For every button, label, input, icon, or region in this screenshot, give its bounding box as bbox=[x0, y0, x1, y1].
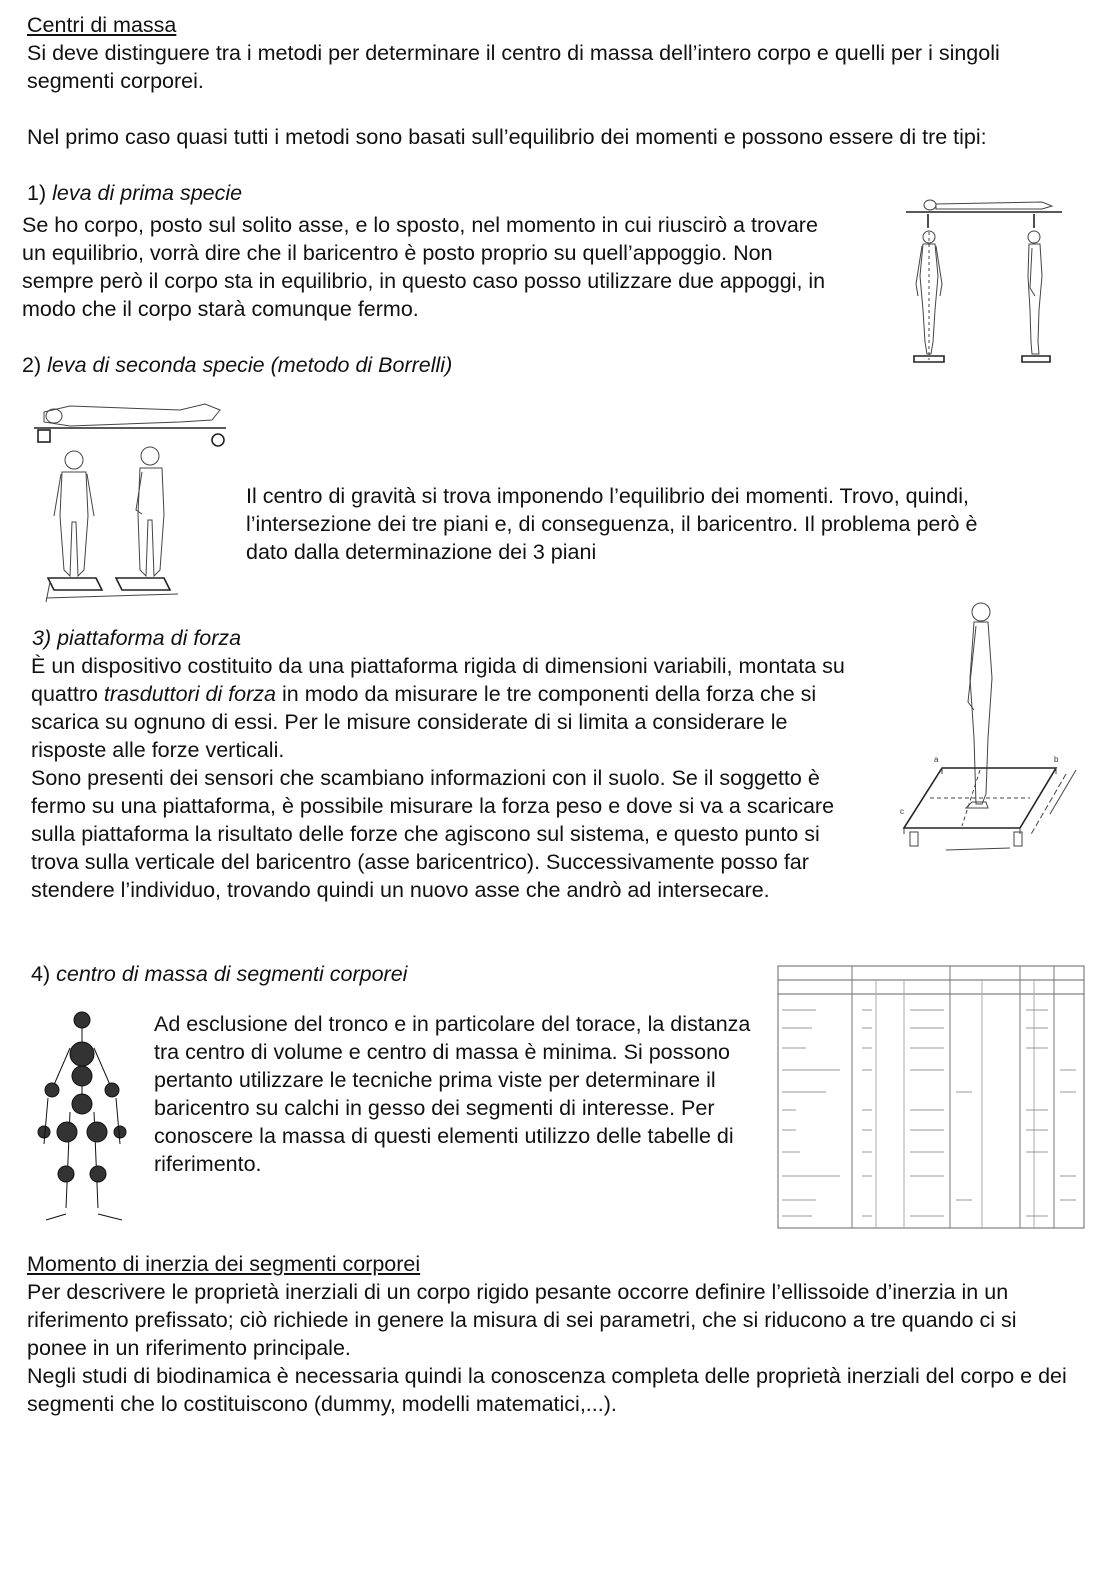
method-4-number: 4) bbox=[31, 962, 51, 986]
section-heading: Centri di massa bbox=[27, 13, 177, 37]
method-3-emphasis: trasduttori di forza bbox=[103, 682, 276, 706]
method-4-text: Ad esclusione del tronco e in particolare del torace, la distanza tra centro di volume e centro di massa è minima. Si possono pertanto utilizzare le tecniche prima viste per determinare il baricentro su calchi in gesso dei segmenti di interesse. Per conoscere la massa di questi elementi utilizzo delle tabelle di riferimento. bbox=[154, 1012, 751, 1176]
method-1-text: Se ho corpo, posto sul solito asse, e lo sposto, nel momento in cui riuscirò a trovare un equilibrio, vorrà dire che il baricentro è posto proprio su quell’appoggio. Non sempre però il corpo sta in equilibrio, in questo caso posso utilizzare due appoggi, in modo che il corpo starà comunque fermo. bbox=[22, 213, 826, 321]
first-class-lever-figure bbox=[892, 192, 1072, 372]
method-1-number: 1) bbox=[27, 181, 47, 205]
method-3-text bbox=[31, 652, 863, 764]
method-1-heading bbox=[27, 179, 242, 207]
inertia-paragraph-1: Per descrivere le proprietà inerziali di un corpo rigido pesante occorre definire l’ellissoide d’inerzia in un riferimento prefissato; ciò richiede in genere la misura di sei parametri, che si riducono a tre quando ci si ponee in un riferimento principale. bbox=[27, 1280, 1017, 1360]
method-1-title: leva di prima specie bbox=[52, 181, 243, 205]
method-3-text-part-b: in modo da misurare le tre componenti della forza che si scarica su ognuno di essi. Per le misure considerate di si limita a considerare le risposte alle forze verticali. bbox=[31, 682, 817, 762]
inertia-heading: Momento di inerzia dei segmenti corporei bbox=[27, 1252, 421, 1276]
method-2-heading bbox=[22, 351, 452, 379]
method-4-title: centro di massa di segmenti corporei bbox=[56, 962, 408, 986]
method-3-text-continued: Sono presenti dei sensori che scambiano informazioni con il suolo. Se il soggetto è fermo su una piattaforma, è possibile misurare la forza peso e dove si va a scaricare sulla piattaforma la risultato delle forze che agiscono sul sistema, e questo punto si trova sulla verticale del baricentro (asse baricentrico). Successivamente posso far stendere l’individuo, trovando quindi un nuovo asse che andrò ad intersecare. bbox=[31, 766, 835, 902]
borelli-method-figure bbox=[30, 398, 230, 608]
method-3-text-part-a: È un dispositivo costituito da una piattaforma rigida di dimensioni variabili, montata su quattro bbox=[31, 654, 845, 706]
method-2-number: 2) bbox=[22, 353, 42, 377]
intro-paragraph: Si deve distinguere tra i metodi per determinare il centro di massa dell’intero corpo e quelli per i singoli segmenti corporei. bbox=[27, 41, 1000, 93]
inertia-paragraph-2: Negli studi di biodinamica è necessaria quindi la conoscenza completa delle proprietà inerziali del corpo e dei segmenti che lo costituiscono (dummy, modelli matematici,...). bbox=[27, 1364, 1067, 1416]
method-2-title: leva di seconda specie (metodo di Borrelli) bbox=[47, 353, 453, 377]
method-4-heading bbox=[31, 960, 407, 988]
methods-intro: Nel primo caso quasi tutti i metodi sono basati sull’equilibrio dei momenti e possono essere di tre tipi: bbox=[27, 125, 987, 149]
svg-text:b: b bbox=[1054, 755, 1059, 764]
force-platform-figure bbox=[890, 598, 1090, 858]
reference-table-figure bbox=[776, 964, 1088, 1234]
method-2-text: Il centro di gravità si trova imponendo l’equilibrio dei momenti. Trovo, quindi, l’intersezione dei tre piani e, di conseguenza, il baricentro. Il problema però è dato dalla determinazione dei 3 piani bbox=[246, 484, 978, 564]
svg-text:c: c bbox=[900, 807, 904, 816]
method-3-heading: 3) piattaforma di forza bbox=[32, 626, 242, 650]
segment-model-figure bbox=[30, 1008, 140, 1230]
svg-text:a: a bbox=[934, 755, 939, 764]
